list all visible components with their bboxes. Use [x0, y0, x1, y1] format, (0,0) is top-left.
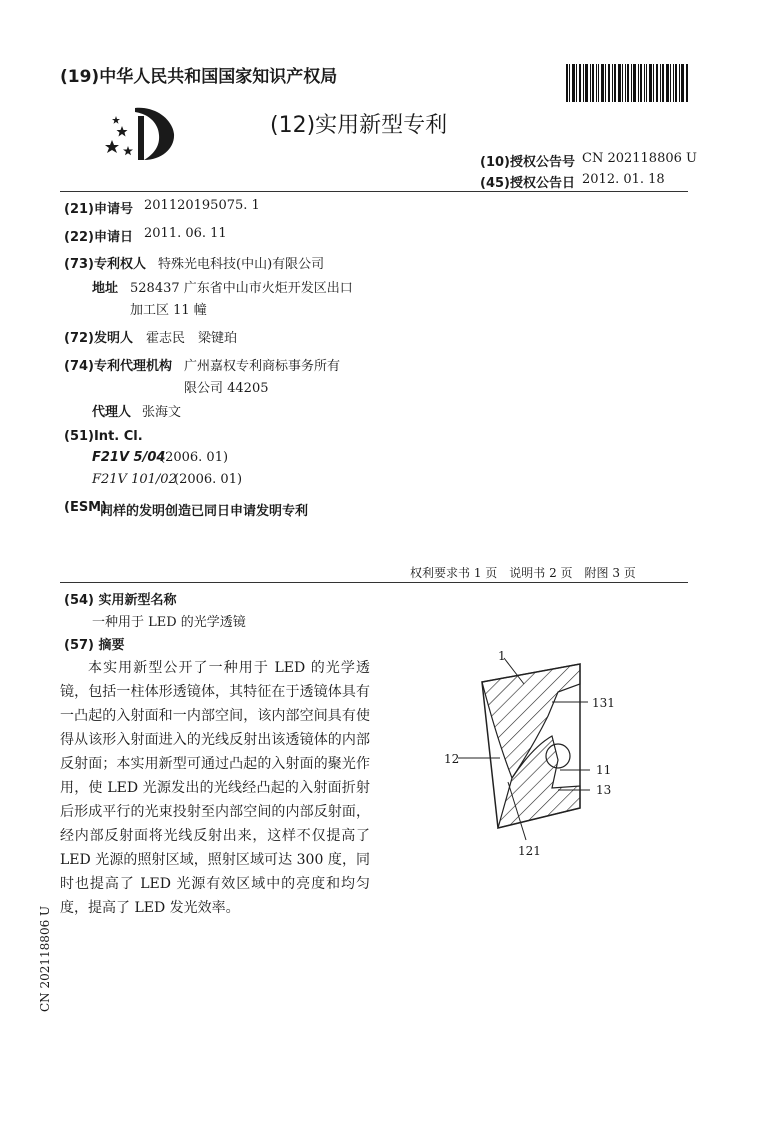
agent: 张海文	[142, 405, 182, 420]
figure-label-12: 12	[444, 752, 460, 766]
esm-statement: 同样的发明创造已同日申请发明专利	[100, 504, 309, 519]
agency-line-2: 限公司 44205	[184, 381, 269, 396]
abstract-text: 本实用新型公开了一种用于 LED 的光学透镜，包括一柱体形透镜体，其特征在于透镜体具有一凸起的入射面和一内部空间，该内部空间具有使得从该形入射面进入的光线反射出该透镜体的内部反射面；本实用新型可通过凸起的入射面的聚光作用，使 LED 光源发出的光线经凸起的入射面折射后形成平行的光束投射至内部空间的内部反射面，经内部反射面将光线反射出来，这样不仅提高了 LED 光源的照射区域，照射区域可达 300 度，同时也提高了 LED 光源有效区域中的亮度和均匀度，提高了 LED 发光效率。	[60, 660, 370, 916]
pub-date: 2012. 01. 18	[582, 172, 665, 187]
inventors: 霍志民 梁键珀	[146, 331, 238, 346]
document-type: (12)实用新型专利	[270, 113, 448, 138]
address-line-1: 528437 广东省中山市火炬开发区出口	[130, 281, 353, 296]
app-no-label: (21)申请号	[64, 202, 133, 217]
barcode	[566, 64, 688, 102]
esm-label: (ESM)	[64, 500, 108, 515]
intcl-code: F21V 101/02	[92, 472, 177, 487]
pub-date-label: (45)授权公告日	[480, 176, 575, 191]
pages-divider	[60, 582, 688, 583]
figure-label-121: 121	[518, 844, 541, 858]
figure-label-131: 131	[592, 696, 615, 710]
pub-no-label: (10)授权公告号	[480, 155, 575, 170]
figure-label-1: 1	[498, 649, 506, 663]
intcl-date: (2006. 01)	[160, 450, 229, 465]
address-label: 地址	[92, 281, 119, 296]
side-publication-number: CN 202118806 U	[38, 905, 52, 1012]
agency-label: (74)专利代理机构	[64, 359, 172, 374]
address-line-2: 加工区 11 幢	[130, 303, 207, 318]
app-no: 201120195075. 1	[144, 198, 260, 213]
pages-info: 权利要求书 1 页 说明书 2 页 附图 3 页	[410, 566, 636, 580]
utility-model-title: 一种用于 LED 的光学透镜	[92, 615, 246, 630]
app-date: 2011. 06. 11	[144, 226, 227, 241]
figure-label-11: 11	[596, 763, 612, 777]
intcl-label: (51)Int. Cl.	[64, 429, 143, 444]
pub-no: CN 202118806 U	[582, 151, 697, 166]
agent-label: 代理人	[92, 405, 132, 420]
figure-label-13: 13	[596, 783, 612, 797]
abstract-label: (57) 摘要	[64, 638, 125, 653]
agency-line-1: 广州嘉权专利商标事务所有	[184, 359, 341, 374]
app-date-label: (22)申请日	[64, 230, 133, 245]
patentee: 特殊光电科技(中山)有限公司	[158, 257, 325, 272]
cnipa-logo	[102, 102, 180, 164]
intcl-date: (2006. 01)	[174, 472, 243, 487]
intcl-code: F21V 5/04	[92, 450, 166, 465]
title-label: (54) 实用新型名称	[64, 593, 177, 608]
patentee-label: (73)专利权人	[64, 257, 146, 272]
header-divider	[60, 191, 688, 192]
inventor-label: (72)发明人	[64, 331, 133, 346]
office-name: (19)中华人民共和国国家知识产权局	[60, 67, 338, 87]
lens-figure	[440, 640, 640, 870]
